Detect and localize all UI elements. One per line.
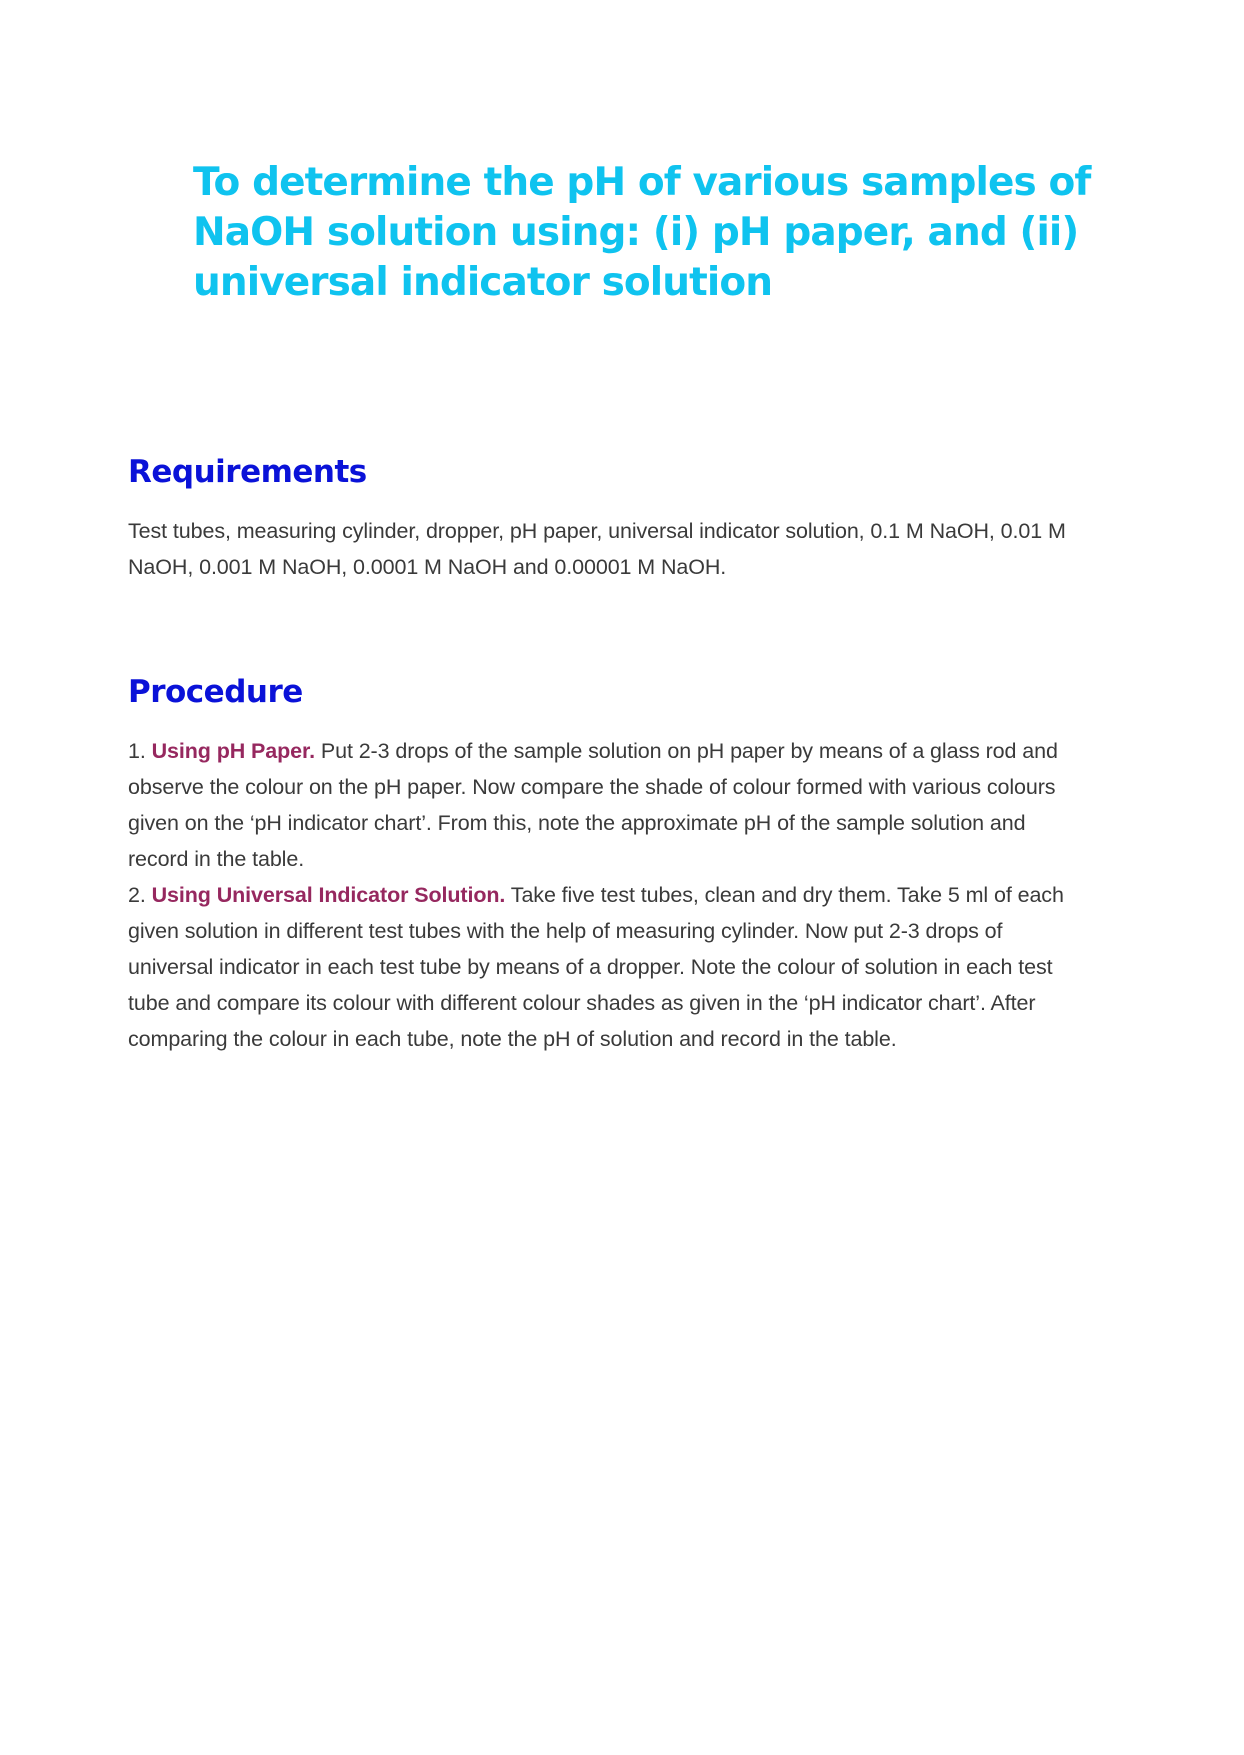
step-text: Take five test tubes, clean and dry them. Take 5 ml of each given solution in different test tubes with the help of measuring cylinder. Now put 2-3 drops of universal indicator in each test tube by means of a dropper. Note the colour of solution in each test tube and compare its colour with different colour shades as given in the ‘pH indicator chart’. After comparing the colour in each tube, note the pH of solution and record in the table. — [128, 883, 1064, 1051]
requirements-heading: Requirements — [128, 454, 367, 490]
procedure-heading: Procedure — [128, 674, 303, 710]
step-label: Using pH Paper. — [151, 739, 315, 763]
step-number: 1. — [128, 739, 146, 763]
requirements-text: Test tubes, measuring cylinder, dropper, pH paper, universal indicator solution, 0.1 M NaOH, 0.01 M NaOH, 0.001 M NaOH, 0.0001 M NaOH and 0.00001 M NaOH. — [128, 519, 1066, 579]
step-number: 2. — [128, 883, 146, 907]
page-title: To determine the pH of various samples of NaOH solution using: (i) pH paper, and (ii) universal indicator solution — [193, 160, 1091, 305]
procedure-step-1 — [128, 733, 1068, 877]
step-text: Put 2-3 drops of the sample solution on pH paper by means of a glass rod and observe the colour on the pH paper. Now compare the shade of colour formed with various colours given on the ‘pH indicator chart’. From this, note the approximate pH of the sample solution and record in the table. — [128, 739, 1058, 871]
step-label: Using Universal Indicator Solution. — [151, 883, 506, 907]
procedure-step-2 — [128, 877, 1068, 1057]
